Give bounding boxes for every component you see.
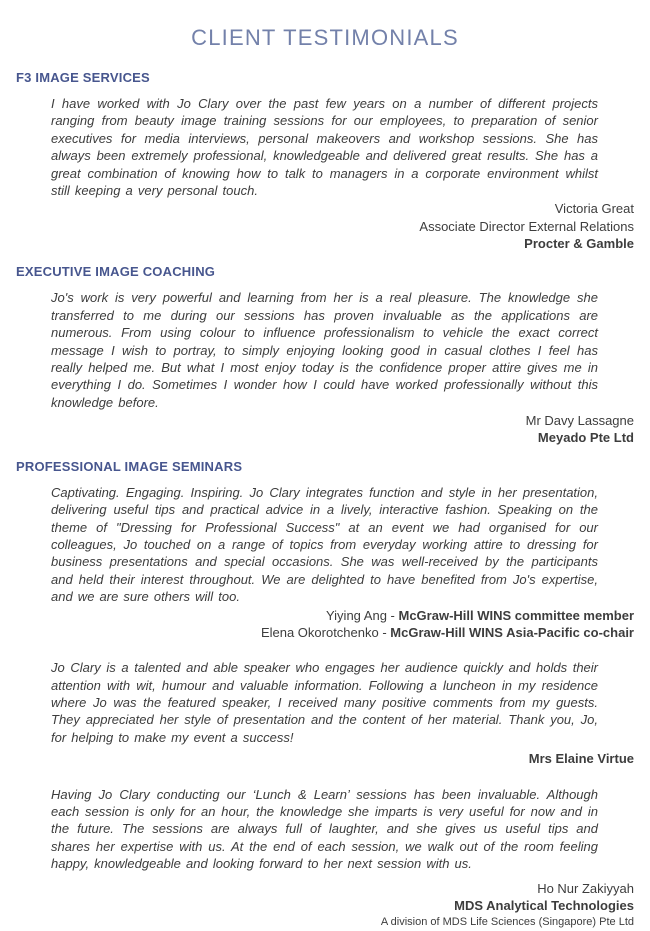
attribution-division: A division of MDS Life Sciences (Singapore) Pte Ltd: [380, 916, 634, 929]
attribution-executive: [16, 412, 634, 447]
section-executive-image-coaching: [16, 264, 634, 446]
attribution-line: [16, 624, 634, 641]
attribution-name: Elena Okorotchenko -: [260, 624, 391, 640]
section-professional-image-seminars: [16, 459, 634, 931]
attribution-role: Associate Director External Relations: [419, 218, 634, 234]
attribution-title: McGraw-Hill WINS Asia-Pacific co-chair: [390, 624, 634, 640]
attribution-elaine-virtue: [16, 750, 634, 767]
attribution-name: Ho Nur Zakiyyah: [537, 880, 634, 896]
attribution-line: [16, 607, 634, 624]
attribution-company: MDS Analytical Technologies: [454, 897, 634, 913]
attribution-name: Mrs Elaine Virtue: [528, 751, 634, 767]
section-heading-seminars: PROFESSIONAL IMAGE SEMINARS: [16, 458, 243, 474]
attribution-company: Procter & Gamble: [524, 236, 634, 252]
testimonial-quote-f3: I have worked with Jo Clary over the past few years on a number of different projects ranging from beauty image training sessions for our employees, to preparation of senior executives for media interviews, personal makeovers and workshop sessions. She has always been extremely professional, knowledgeable and delivered great results. She has a great combination of knowing how to talk to managers in a corporate environment whilst still keeping a very personal touch.: [51, 96, 598, 199]
page-title: CLIENT TESTIMONIALS: [191, 25, 459, 50]
testimonial-quote-elaine-virtue: Jo Clary is a talented and able speaker who engages her audience quickly and holds their attention with wit, humour and valuable information. Following a luncheon in my residence where Jo was the featured speaker, I received many positive comments from my guests. They appreciated her style of presentation and the content of her material. Thank you, Jo, for helping to make my event a success!: [51, 660, 598, 745]
attribution-name: Mr Davy Lassagne: [525, 413, 634, 429]
document-page: [0, 24, 650, 929]
section-f3-image-services: [16, 70, 634, 252]
attribution-mds: [16, 880, 634, 931]
attribution-name: Yiying Ang -: [325, 607, 399, 623]
testimonial-quote-mcgraw-hill: Captivating. Engaging. Inspiring. Jo Clary integrates function and style in her presentation, delivering useful tips and practical advice in a lively, interactive fashion. Speaking on the theme of "Dressing for Professional Success" at an event we had organised for our colleagues, Jo touched on a range of topics from everyday working attire to dressing for business presentations and special occasions. She was well-received by the participants and held their interest throughout. We are delighted to have benefited from Jo's expertise, and we are sure others will too.: [51, 484, 598, 605]
section-heading-f3: F3 IMAGE SERVICES: [16, 70, 150, 85]
attribution-company: Meyado Pte Ltd: [537, 430, 634, 446]
section-heading-executive: EXECUTIVE IMAGE COACHING: [16, 264, 216, 280]
attribution-name: Victoria Great: [554, 201, 634, 217]
testimonial-quote-mds: Having Jo Clary conducting our ‘Lunch & Learn’ sessions has been invaluable. Although each session is only for an hour, the knowledge she imparts is very useful for now and in the future. The sessions are always full of laughter, and she gives us useful tips and shares her expertise with us. At the end of each session, we walk out of the room feeling happy, knowledgeable and looking forward to her next session with us.: [51, 786, 598, 872]
attribution-mcgraw-hill: [16, 607, 634, 642]
attribution-title: McGraw-Hill WINS committee member: [398, 607, 634, 623]
testimonial-quote-executive: Jo's work is very powerful and learning from her is a real pleasure. The knowledge she transferred to me during our sessions has proven invaluable as the applications are numerous. From using colour to influence professionalism to vehicle the exact correct message I wish to portray, to simply enjoying looking good in casual clothes I feel has really helped me. But what I most enjoy today is the confidence proper attire gives me in everything I do. Sometimes I wonder how I could have worked professionally without this knowledge before.: [51, 290, 598, 410]
attribution-f3: [16, 200, 634, 252]
